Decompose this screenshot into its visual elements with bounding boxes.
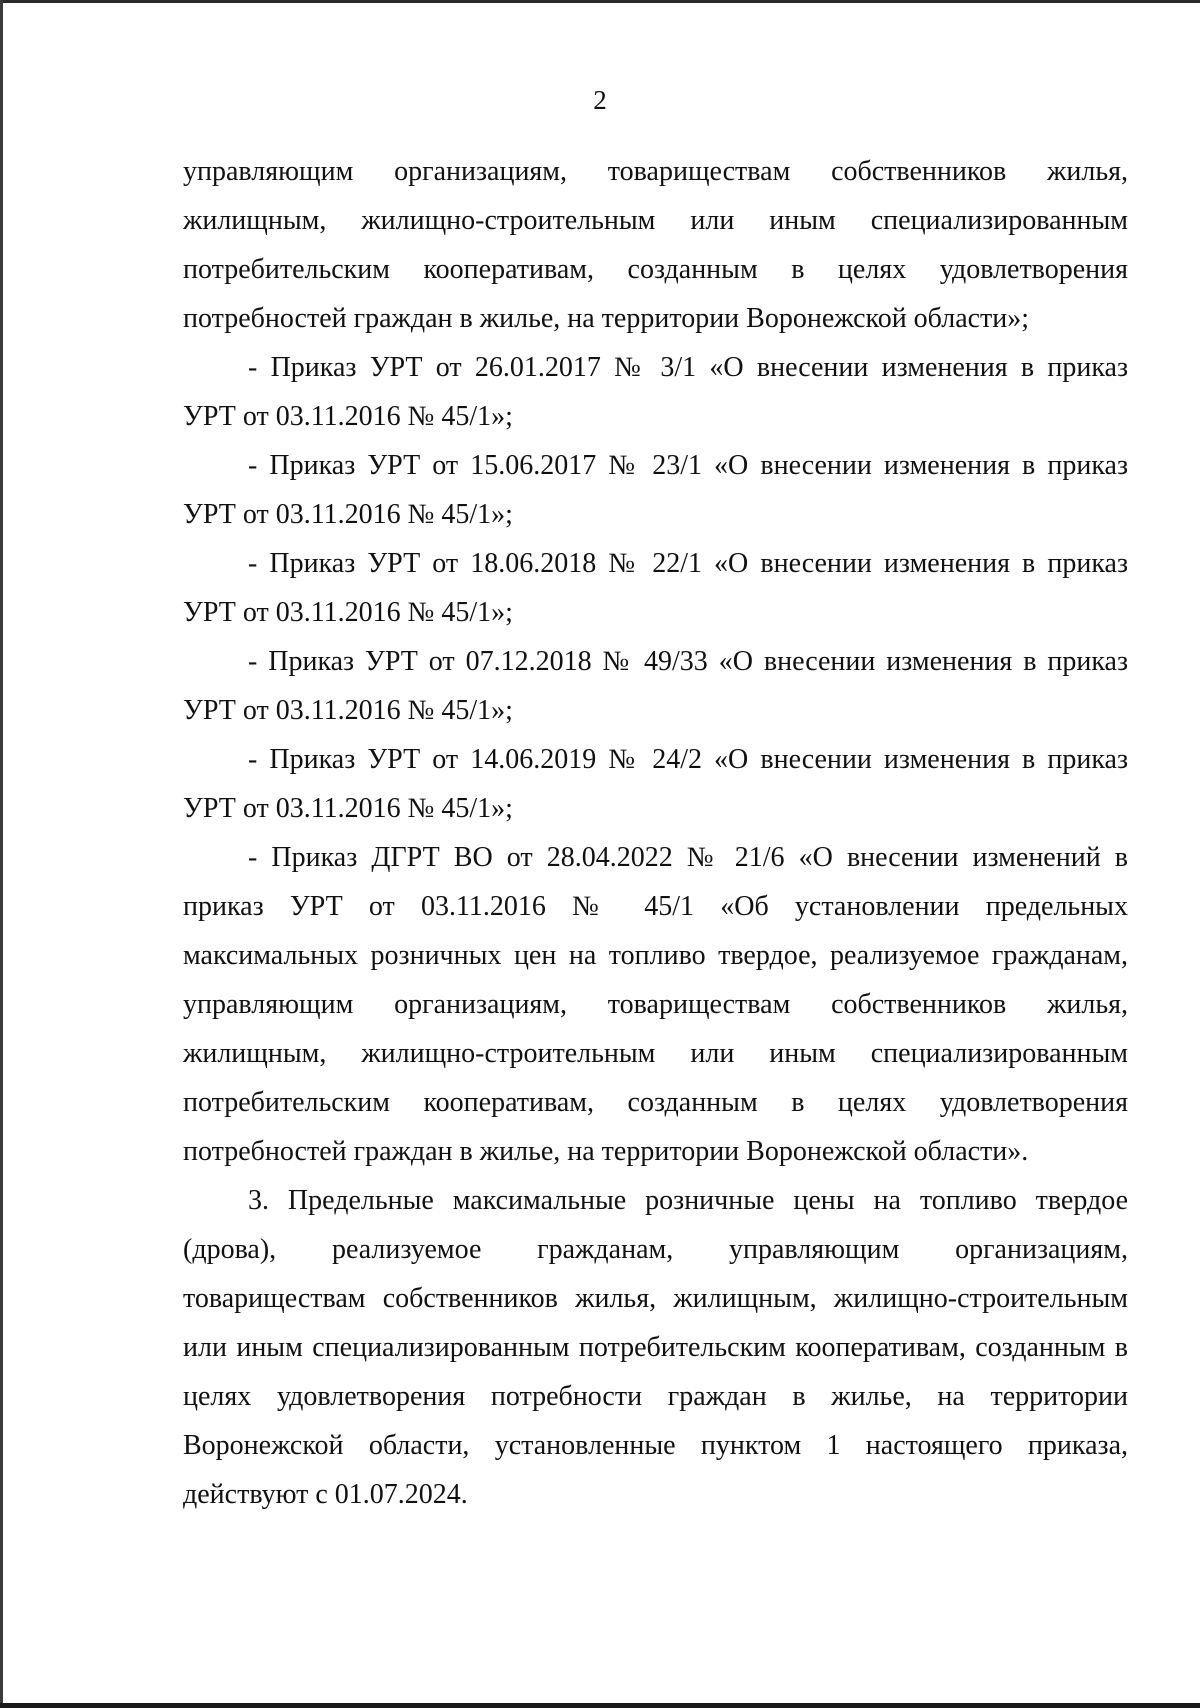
document-body <box>183 147 1128 1519</box>
text-line: (дрова), реализуемое гражданам, управляющим организациям, <box>183 1234 1128 1265</box>
scan-bottom-border <box>0 1703 1200 1708</box>
paragraph-order-item <box>183 343 1128 441</box>
text-line: потребностей граждан в жилье, на территории Воронежской области»; <box>183 303 1030 334</box>
text-line: - Приказ УРТ от 18.06.2018 № 22/1 «О внесении изменения в приказ <box>248 548 1128 579</box>
text-line: потребительским кооперативам, созданным в целях удовлетворения <box>183 254 1128 285</box>
text-line: - Приказ УРТ от 26.01.2017 № 3/1 «О внесении изменения в приказ <box>248 352 1128 383</box>
text-line: УРТ от 03.11.2016 № 45/1»; <box>183 401 513 432</box>
paragraph-order-item <box>183 735 1128 833</box>
text-line: жилищным, жилищно-строительным или иным специализированным <box>183 205 1128 236</box>
scan-top-border <box>0 0 1200 3</box>
text-line: УРТ от 03.11.2016 № 45/1»; <box>183 597 513 628</box>
text-line: или иным специализированным потребительским кооперативам, созданным в <box>183 1332 1128 1363</box>
text-line: действуют с 01.07.2024. <box>183 1479 468 1510</box>
paragraph-continuation <box>183 147 1128 343</box>
text-line: - Приказ УРТ от 07.12.2018 № 49/33 «О внесении изменения в приказ <box>248 646 1128 677</box>
text-line: - Приказ УРТ от 14.06.2019 № 24/2 «О внесении изменения в приказ <box>248 744 1128 775</box>
text-line: 3. Предельные максимальные розничные цены на топливо твердое <box>248 1185 1128 1216</box>
text-line: управляющим организациям, товариществам собственников жилья, <box>183 156 1128 187</box>
paragraph-order-item <box>183 833 1128 1176</box>
text-line: жилищным, жилищно-строительным или иным специализированным <box>183 1038 1128 1069</box>
text-line: товариществам собственников жилья, жилищным, жилищно-строительным <box>183 1283 1128 1314</box>
text-line: управляющим организациям, товариществам собственников жилья, <box>183 989 1128 1020</box>
text-line: УРТ от 03.11.2016 № 45/1»; <box>183 793 513 824</box>
paragraph-order-item <box>183 637 1128 735</box>
scan-left-border <box>0 0 3 1708</box>
text-line: максимальных розничных цен на топливо твердое, реализуемое гражданам, <box>183 940 1128 971</box>
paragraph-section-3 <box>183 1176 1128 1519</box>
paragraph-order-item <box>183 539 1128 637</box>
page-number: 2 <box>593 85 607 115</box>
text-line: Воронежской области, установленные пунктом 1 настоящего приказа, <box>183 1430 1128 1461</box>
text-line: УРТ от 03.11.2016 № 45/1»; <box>183 499 513 530</box>
text-line: потребностей граждан в жилье, на территории Воронежской области». <box>183 1136 1029 1167</box>
text-line: целях удовлетворения потребности граждан в жилье, на территории <box>183 1381 1128 1412</box>
text-line: - Приказ УРТ от 15.06.2017 № 23/1 «О внесении изменения в приказ <box>248 450 1128 481</box>
text-line: потребительским кооперативам, созданным в целях удовлетворения <box>183 1087 1128 1118</box>
text-line: приказ УРТ от 03.11.2016 № 45/1 «Об установлении предельных <box>183 891 1128 922</box>
text-line: - Приказ ДГРТ ВО от 28.04.2022 № 21/6 «О внесении изменений в <box>248 842 1128 873</box>
text-line: УРТ от 03.11.2016 № 45/1»; <box>183 695 513 726</box>
paragraph-order-item <box>183 441 1128 539</box>
